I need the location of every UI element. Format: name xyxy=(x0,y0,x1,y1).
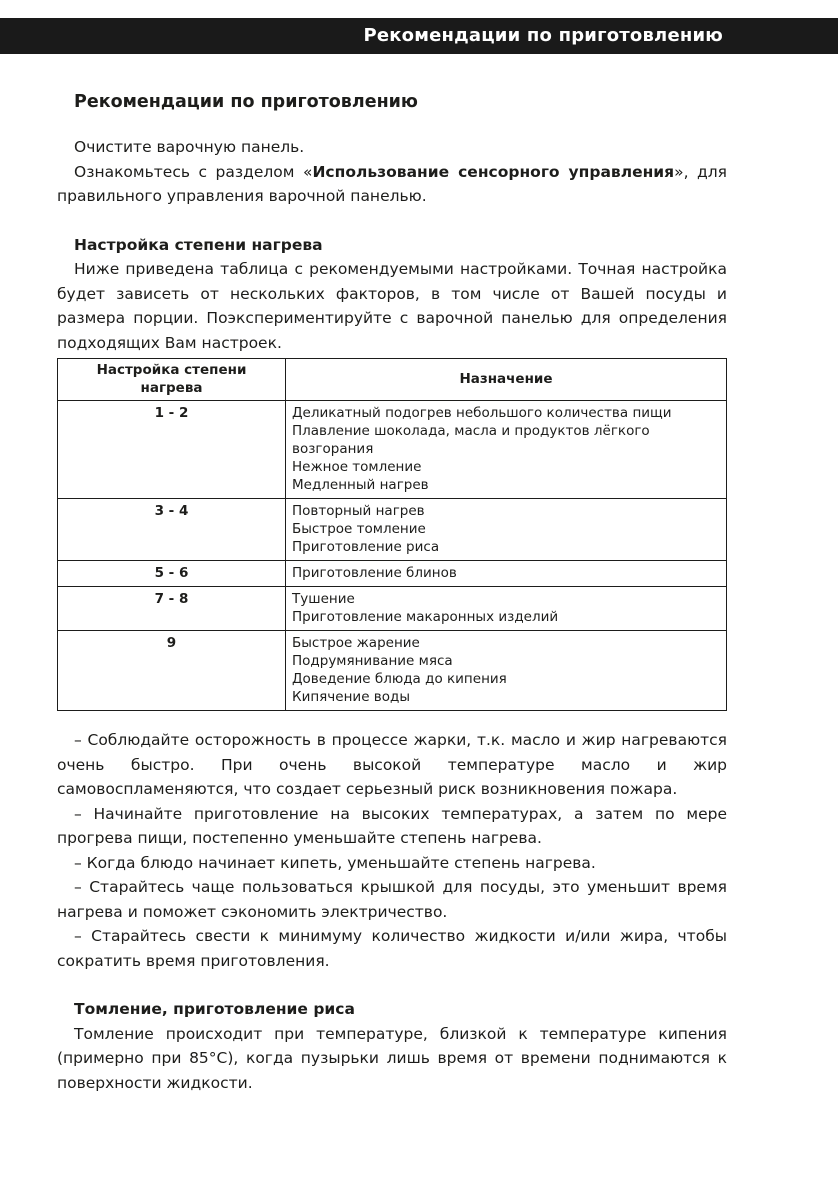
header-bar xyxy=(0,18,838,54)
purpose-item: Быстрое томление xyxy=(292,521,426,537)
purpose-item: Медленный нагрев xyxy=(292,477,429,493)
intro-line-1: Очистите варочную панель. xyxy=(74,138,305,156)
purpose-item: Плавление шоколада, масла и продуктов лёгкого возгорания xyxy=(292,423,650,457)
purpose-item: Нежное томление xyxy=(292,459,422,475)
heat-level-cell: 5 - 6 xyxy=(58,561,286,587)
intro-line-2-prefix: Ознакомьтесь с разделом « xyxy=(74,162,313,181)
purpose-item: Повторный нагрев xyxy=(292,503,425,519)
table-row xyxy=(58,499,727,561)
tip-paragraph: – Соблюдайте осторожность в процессе жарки, т.к. масло и жир нагреваются очень быстро. При очень высокой температуре масло и жир самовоспламеняются, что создает серьезный риск возникновения пожара. xyxy=(57,731,727,798)
heat-level-cell: 9 xyxy=(58,631,286,711)
purpose-cell xyxy=(286,631,727,711)
table-row xyxy=(58,587,727,631)
tip-paragraph: – Старайтесь свести к минимуму количество жидкости и/или жира, чтобы сократить время приготовления. xyxy=(57,927,727,970)
heat-level-cell: 7 - 8 xyxy=(58,587,286,631)
tip-paragraph: – Старайтесь чаще пользоваться крышкой для посуды, это уменьшит время нагрева и поможет сэкономить электричество. xyxy=(57,878,727,921)
table-header-row xyxy=(58,359,727,401)
purpose-item: Тушение xyxy=(292,591,355,607)
purpose-item: Кипячение воды xyxy=(292,689,410,705)
purpose-item: Доведение блюда до кипения xyxy=(292,671,507,687)
tip-paragraph: – Когда блюдо начинает кипеть, уменьшайте степень нагрева. xyxy=(74,853,596,872)
page-content xyxy=(57,88,727,1095)
heat-settings-text: Ниже приведена таблица с рекомендуемыми настройками. Точная настройка будет зависеть от нескольких факторов, в том числе от Вашей посуды и размера порции. Поэкспериментируйте с варочной панелью для определения подходящих Вам настроек. xyxy=(57,260,727,352)
purpose-item: Приготовление риса xyxy=(292,539,440,555)
table-row xyxy=(58,631,727,711)
table-row xyxy=(58,401,727,499)
purpose-cell xyxy=(286,561,727,587)
heat-settings-table xyxy=(57,358,727,711)
section-reference: Использование сенсорного управления xyxy=(312,162,675,181)
purpose-cell xyxy=(286,587,727,631)
table-row xyxy=(58,561,727,587)
tip-paragraph: – Начинайте приготовление на высоких температурах, а затем по мере прогрева пищи, постепенно уменьшайте степень нагрева. xyxy=(57,804,727,847)
purpose-item: Деликатный подогрев небольшого количества пищи xyxy=(292,405,672,421)
purpose-item: Приготовление макаронных изделий xyxy=(292,609,559,625)
purpose-cell xyxy=(286,401,727,499)
table-header-level: Настройка степени нагрева xyxy=(58,359,286,401)
header-title: Рекомендации по приготовлению xyxy=(363,25,723,46)
purpose-cell xyxy=(286,499,727,561)
purpose-item: Быстрое жарение xyxy=(292,635,420,651)
heat-level-cell: 3 - 4 xyxy=(58,499,286,561)
table-body xyxy=(58,401,727,711)
purpose-item: Подрумянивание мяса xyxy=(292,653,453,669)
intro-line-2 xyxy=(57,160,727,209)
heat-settings-heading: Настройка степени нагрева xyxy=(74,235,323,254)
table-header-purpose: Назначение xyxy=(286,359,727,401)
simmer-heading: Томление, приготовление риса xyxy=(74,1000,355,1018)
simmer-text: Томление происходит при температуре, близкой к температуре кипения (примерно при 85°C), когда пузырьки лишь время от времени поднимаются к поверхности жидкости. xyxy=(57,1024,727,1092)
heat-level-cell: 1 - 2 xyxy=(58,401,286,499)
tips-list xyxy=(57,728,727,973)
page-title: Рекомендации по приготовлению xyxy=(74,92,418,112)
purpose-item: Приготовление блинов xyxy=(292,565,457,581)
intro-line-2-suffix: », для правильного управления варочной панелью. xyxy=(57,162,728,205)
